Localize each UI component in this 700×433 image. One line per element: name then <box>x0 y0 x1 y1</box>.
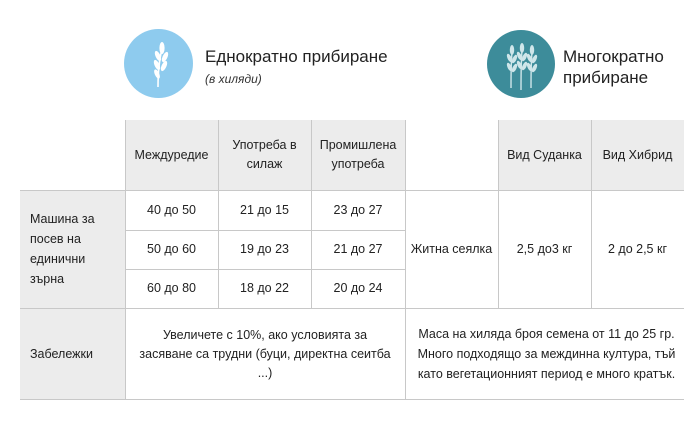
col-header-industrial: Промишлена употреба <box>319 138 397 171</box>
table-cell: 23 до 27 <box>333 202 383 217</box>
table-divider <box>405 120 406 400</box>
notes-multi-cell: Маса на хиляда броя семена от 11 до 25 гр. Много подходящо за междинна култура, тъй като вегетационният период е много кратък. <box>417 327 676 381</box>
multi-harvest-title: Многократно прибиране <box>563 47 664 87</box>
single-harvest-badge <box>124 29 193 98</box>
notes-single-cell: Увеличете с 10%, ако условията за засяване са трудни (буци, директна сеитба ...) <box>139 327 391 380</box>
wheat-triple-icon <box>487 30 555 98</box>
col-header-silage: Употреба в силаж <box>232 138 297 171</box>
row-label-machine: Машина за посев на единични зърна <box>30 212 95 286</box>
table-cell: 18 до 22 <box>240 281 289 295</box>
col-header-hybrid: Вид Хибрид <box>602 147 673 162</box>
col-header-sudanka: Вид Суданка <box>507 147 582 162</box>
table-cell: 21 до 27 <box>333 242 383 256</box>
table-cell: 50 до 60 <box>147 242 196 256</box>
row-label-notes: Забележки <box>30 346 93 361</box>
sudanka-value-cell: 2,5 до3 кг <box>516 241 573 256</box>
wheat-single-icon <box>124 29 193 98</box>
table-cell: 60 до 80 <box>147 281 196 295</box>
table-divider <box>125 120 126 400</box>
table-divider <box>311 120 312 308</box>
table-cell: 40 до 50 <box>147 202 196 217</box>
single-harvest-title: Еднократно прибиране <box>205 47 388 66</box>
table-divider <box>591 120 592 308</box>
table-divider <box>20 308 684 309</box>
multi-harvest-badge <box>487 30 555 98</box>
table-cell: 19 до 23 <box>240 242 289 256</box>
multi-machine-cell: Житна сеялка <box>410 241 493 256</box>
table-cell: 20 до 24 <box>333 281 383 295</box>
table-divider <box>125 230 405 231</box>
table-divider <box>20 190 684 191</box>
col-header-spacing: Междуредие <box>134 147 209 162</box>
table-divider <box>20 399 684 400</box>
table-divider <box>125 269 405 270</box>
table-divider <box>218 120 219 308</box>
table-cell: 21 до 15 <box>240 202 289 217</box>
single-harvest-subtitle: (в хиляди) <box>205 72 262 86</box>
hybrid-value-cell: 2 до 2,5 кг <box>607 241 668 256</box>
table-divider <box>498 120 499 308</box>
